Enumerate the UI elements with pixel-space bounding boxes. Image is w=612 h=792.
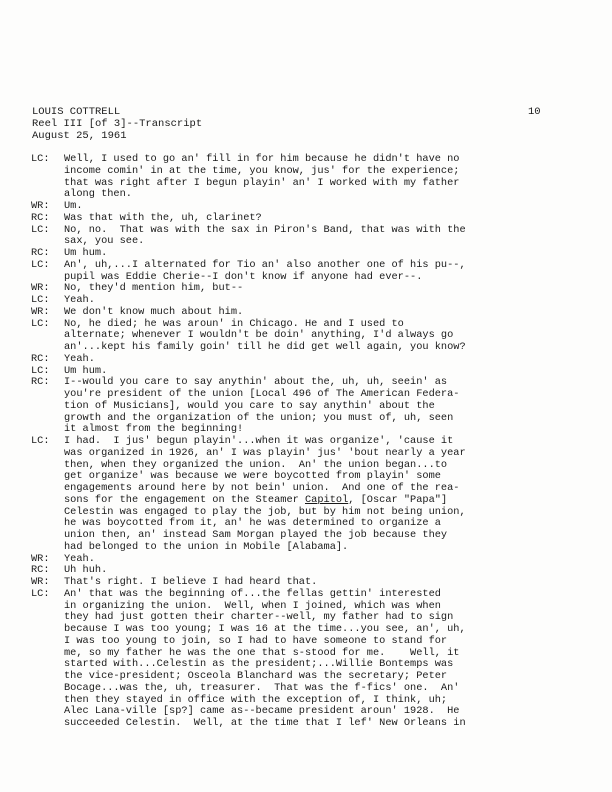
speech-line: Was that with the, uh, clarinet? xyxy=(64,211,262,224)
speaker-label: RC: xyxy=(31,352,50,365)
speaker-label: WR: xyxy=(31,282,50,295)
speech-text xyxy=(64,248,601,260)
speech-line: then, when they organized the union. An' the union began...to xyxy=(64,458,448,471)
transcript-entry xyxy=(31,589,601,730)
transcript-entry xyxy=(31,283,601,295)
speech-line: income comin' in at the time, you know, jus' for the experience; xyxy=(64,164,460,177)
speech-text xyxy=(64,283,601,295)
speech-line: sons for the engagement on the Steamer Capitol, [Oscar "Papa"] xyxy=(64,493,448,506)
transcript-entry xyxy=(31,354,601,366)
speech-line: alternate; whenever I wouldn't be doin' anything, I'd always go xyxy=(64,329,454,342)
speech-line: along then. xyxy=(64,188,132,201)
speech-text xyxy=(64,436,601,554)
speech-line: had belonged to the union in Mobile [Alabama]. xyxy=(64,540,349,553)
speaker-label: WR: xyxy=(31,576,50,588)
speech-line: I was too young to join, so I had to have someone to stand for xyxy=(64,634,448,647)
speech-line: in organizing the union. Well, when I joined, which was when xyxy=(64,599,441,612)
speech-text xyxy=(64,154,601,201)
transcript-entry xyxy=(31,248,601,260)
speech-line: started with...Celestin as the president;...Willie Bontemps was xyxy=(64,658,454,671)
speaker-label: LC: xyxy=(31,587,50,600)
speech-line: tion of Musicians], would you care to say anythin' about the xyxy=(64,399,435,412)
speech-line: because I was too young; I was 16 at the time...you see, an', uh, xyxy=(64,623,466,635)
speaker-label: RC: xyxy=(31,211,50,224)
transcript-entry xyxy=(31,577,601,589)
speech-line: pupil was Eddie Cherie--I don't know if anyone had ever--. xyxy=(64,270,423,283)
speech-line: No, he died; he was aroun' in Chicago. He and I used to xyxy=(64,317,404,330)
speech-line: I--would you care to say anythin' about the, uh, uh, seein' as xyxy=(64,376,448,389)
transcript-entry xyxy=(31,307,601,319)
speaker-label: LC: xyxy=(31,258,50,271)
speech-line: growth and the organization of the union; you must of, uh, seen xyxy=(64,411,454,424)
transcript-body xyxy=(31,154,601,730)
speech-text xyxy=(64,307,601,319)
speech-line: No, no. That was with the sax in Piron's Band, that was with the xyxy=(64,223,466,236)
header-name: LOUIS COTTRELL xyxy=(32,106,121,118)
transcript-entry xyxy=(31,154,601,201)
speech-line: sax, you see. xyxy=(64,235,145,248)
speech-text xyxy=(64,354,601,366)
speech-line: That's right. I believe I had heard that. xyxy=(64,576,318,588)
page-number: 10 xyxy=(528,106,541,118)
speech-line: he was boycotted from it, an' he was determined to organize a xyxy=(64,517,441,530)
speech-line: that was right after I begun playin' an' I worked with my father xyxy=(64,176,460,189)
speech-text xyxy=(64,589,601,730)
header-reel: Reel III [of 3]--Transcript xyxy=(32,118,203,130)
speaker-label: WR: xyxy=(31,200,50,212)
speech-text xyxy=(64,225,601,249)
speech-text xyxy=(64,213,601,225)
speech-line: an'...kept his family goin' till he did get well again, you know? xyxy=(64,341,466,353)
speech-text xyxy=(64,260,601,284)
speech-line: succeeded Celestin. Well, at the time that I lef' New Orleans in xyxy=(64,717,466,729)
speech-line: I had. I jus' begun playin'...when it was organize', 'cause it xyxy=(64,435,454,447)
speech-text xyxy=(64,319,601,354)
speech-line: Alec Lana-ville [sp?] came as--became president aroun' 1928. He xyxy=(64,705,460,718)
speaker-label: WR: xyxy=(31,305,50,318)
transcript-entry xyxy=(31,377,601,436)
speech-line: then they stayed in office with the exception of, I think, uh; xyxy=(64,693,448,706)
speech-line: engagements around here by not bein' union. And one of the rea- xyxy=(64,482,460,494)
speech-text xyxy=(64,201,601,213)
speaker-label: RC: xyxy=(31,564,50,577)
speech-line: Bocage...was the, uh, treasurer. That was the f-fics' one. An' xyxy=(64,681,460,694)
speaker-label: RC: xyxy=(31,247,50,259)
speech-line: they had just gotten their charter--well, my father had to sign xyxy=(64,611,454,624)
speech-line: An' that was the beginning of...the fellas gettin' interested xyxy=(64,587,441,600)
speech-line: was organized in 1926, an' I was playin' jus' 'bout nearly a year xyxy=(64,446,466,459)
speaker-label: RC: xyxy=(31,376,50,389)
speaker-label: LC: xyxy=(31,153,50,165)
speaker-label: WR: xyxy=(31,552,50,565)
speech-line: me, so my father he was the one that s-stood for me. Well, it xyxy=(64,646,460,659)
transcript-entry xyxy=(31,213,601,225)
speech-line: Yeah. xyxy=(64,294,95,306)
speech-text xyxy=(64,377,601,436)
speech-line: No, they'd mention him, but-- xyxy=(64,282,244,295)
transcript-entry xyxy=(31,225,601,249)
speech-line: Well, I used to go an' fill in for him because he didn't have no xyxy=(64,153,460,165)
speech-text xyxy=(64,554,601,566)
speech-line: Yeah. xyxy=(64,552,95,565)
speech-line: Yeah. xyxy=(64,352,95,365)
speech-line: get organize' was because we were boycotted from playin' some xyxy=(64,470,441,483)
speech-line: An', uh,...I alternated for Tio an' also another one of his pu--, xyxy=(64,258,466,271)
speaker-label: LC: xyxy=(31,435,50,447)
transcript-entry xyxy=(31,436,601,554)
speech-line: union then, an' instead Sam Morgan played the job because they xyxy=(64,529,448,541)
speech-text xyxy=(64,295,601,307)
speech-line: Uh huh. xyxy=(64,564,108,577)
speech-line: We don't know much about him. xyxy=(64,305,244,318)
speech-line: Um hum. xyxy=(64,364,108,377)
transcript-entry xyxy=(31,260,601,284)
speech-line: it almost from the beginning! xyxy=(64,423,244,436)
transcript-entry xyxy=(31,319,601,354)
speaker-label: LC: xyxy=(31,317,50,330)
header-date: August 25, 1961 xyxy=(32,130,127,142)
transcript-entry xyxy=(31,295,601,307)
speech-line: Um hum. xyxy=(64,247,108,259)
speech-line: Celestin was engaged to play the job, but by him not being union, xyxy=(64,505,466,518)
speaker-label: LC: xyxy=(31,223,50,236)
speech-line: the vice-president; Osceola Blanchard was the secretary; Peter xyxy=(64,670,448,682)
speaker-label: LC: xyxy=(31,294,50,306)
speaker-label: LC: xyxy=(31,364,50,377)
transcript-entry xyxy=(31,554,601,566)
speech-line: you're president of the union [Local 496 of The American Federa- xyxy=(64,388,460,400)
speech-line: Um. xyxy=(64,200,83,212)
transcript-entry xyxy=(31,201,601,213)
speech-text xyxy=(64,577,601,589)
